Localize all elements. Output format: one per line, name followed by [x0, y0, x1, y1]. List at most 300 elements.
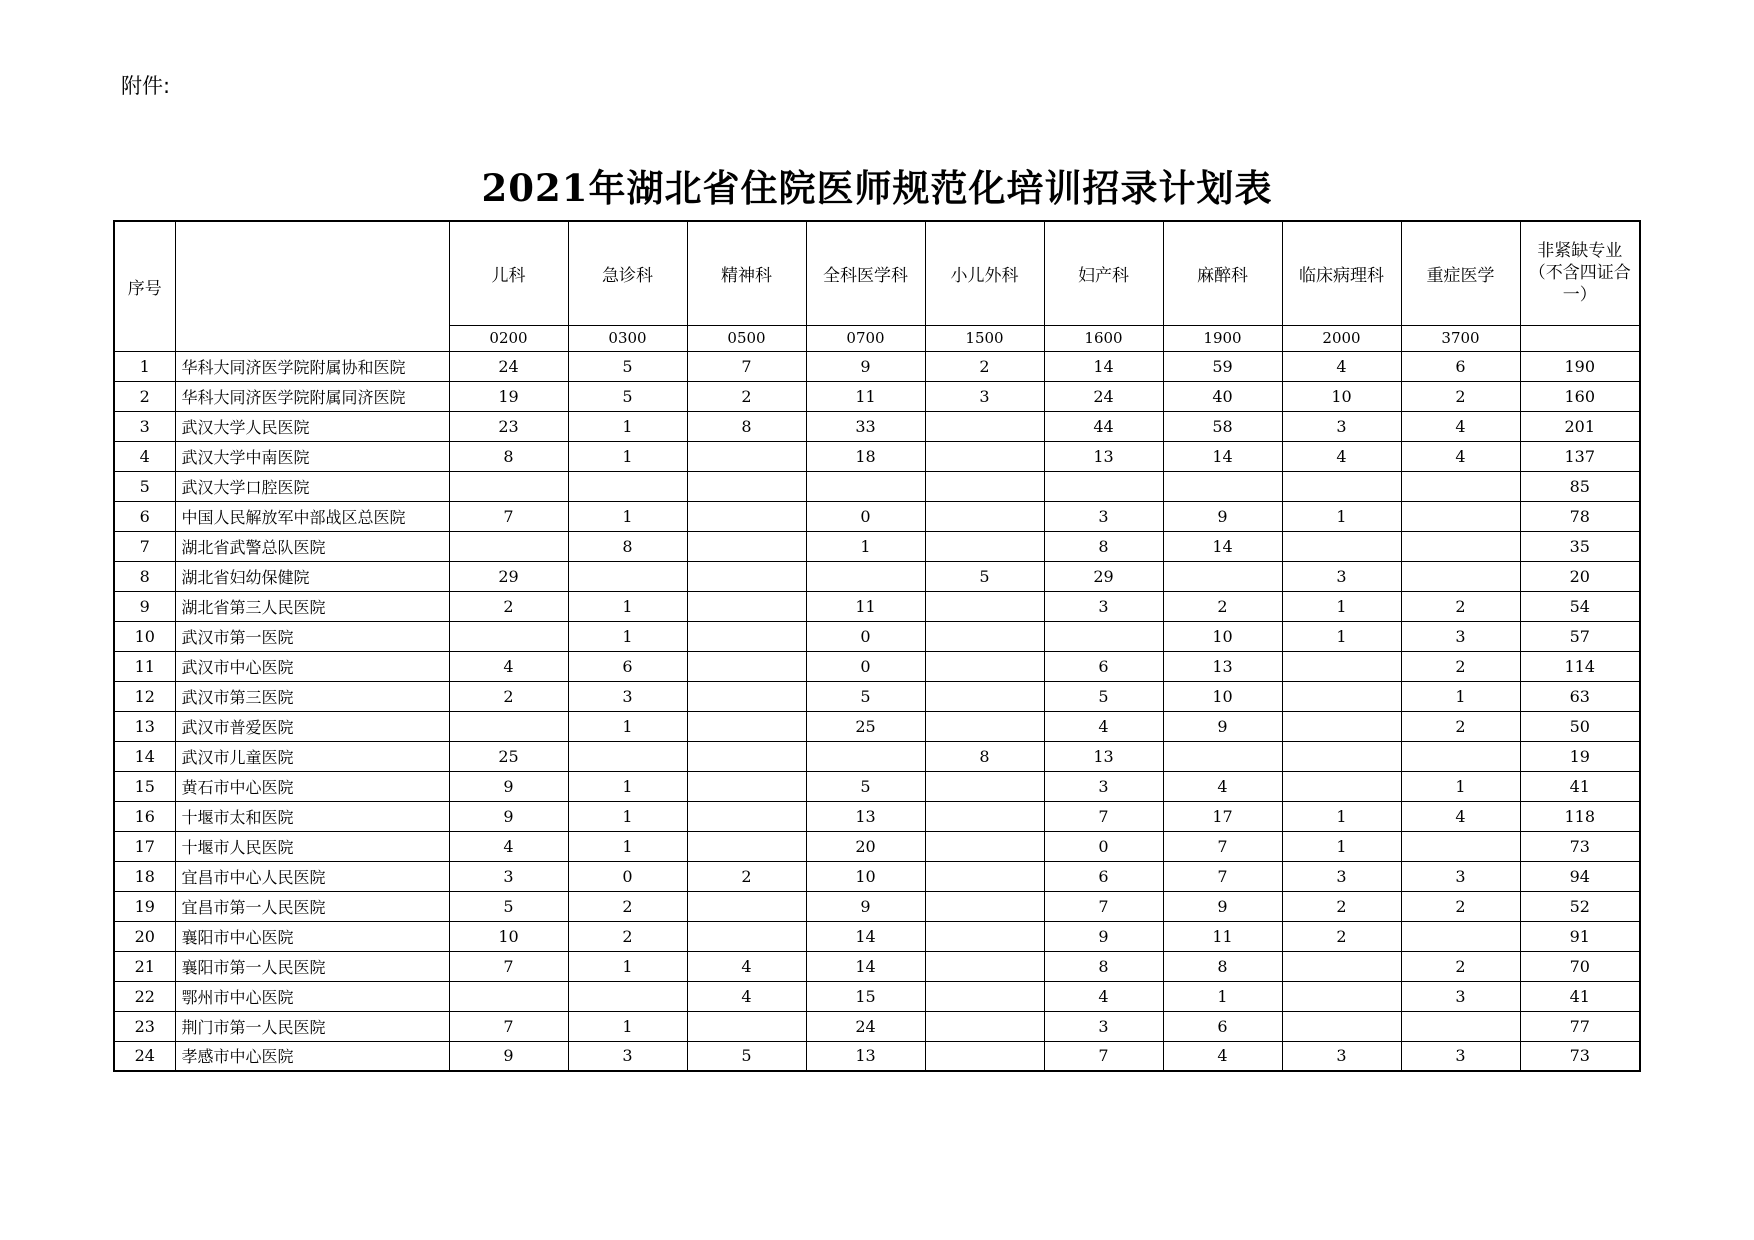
hospital-name: 十堰市人民医院 [175, 831, 449, 861]
quota-cell: 20 [1520, 561, 1640, 591]
row-number: 6 [114, 501, 175, 531]
quota-cell: 1 [568, 771, 687, 801]
quota-cell: 3 [1282, 411, 1401, 441]
quota-cell: 8 [1163, 951, 1282, 981]
quota-cell: 7 [1163, 861, 1282, 891]
quota-cell: 14 [1163, 531, 1282, 561]
seq-header: 序号 [114, 221, 175, 351]
quota-cell: 4 [1163, 771, 1282, 801]
specialty-code: 1500 [925, 325, 1044, 351]
row-number: 2 [114, 381, 175, 411]
specialty-code: 3700 [1401, 325, 1520, 351]
quota-cell: 10 [449, 921, 568, 951]
quota-cell [568, 471, 687, 501]
quota-cell [1401, 741, 1520, 771]
quota-cell [925, 501, 1044, 531]
hospital-name: 武汉市儿童医院 [175, 741, 449, 771]
quota-cell: 2 [1282, 891, 1401, 921]
quota-cell: 5 [568, 351, 687, 381]
quota-cell [687, 471, 806, 501]
table-row [114, 561, 1640, 591]
quota-cell [925, 771, 1044, 801]
hospital-name: 华科大同济医学院附属同济医院 [175, 381, 449, 411]
quota-cell: 9 [1163, 891, 1282, 921]
quota-cell [687, 531, 806, 561]
specialty-code: 2000 [1282, 325, 1401, 351]
quota-cell: 2 [1401, 651, 1520, 681]
quota-cell: 1 [568, 711, 687, 741]
quota-cell: 3 [1044, 591, 1163, 621]
quota-cell: 54 [1520, 591, 1640, 621]
quota-cell: 13 [806, 801, 925, 831]
hospital-name: 武汉市第三医院 [175, 681, 449, 711]
row-number: 15 [114, 771, 175, 801]
quota-cell [1401, 471, 1520, 501]
quota-cell [1282, 681, 1401, 711]
row-number: 3 [114, 411, 175, 441]
quota-cell: 77 [1520, 1011, 1640, 1041]
row-number: 18 [114, 861, 175, 891]
hospital-name: 武汉市中心医院 [175, 651, 449, 681]
quota-cell: 14 [1163, 441, 1282, 471]
quota-cell: 9 [806, 351, 925, 381]
quota-cell: 4 [1401, 801, 1520, 831]
quota-cell [925, 621, 1044, 651]
quota-cell: 3 [449, 861, 568, 891]
quota-cell [1282, 741, 1401, 771]
specialty-code: 1900 [1163, 325, 1282, 351]
quota-cell: 41 [1520, 771, 1640, 801]
quota-cell: 9 [449, 801, 568, 831]
quota-cell: 2 [449, 591, 568, 621]
quota-cell: 57 [1520, 621, 1640, 651]
table-row [114, 351, 1640, 381]
hospital-name-header [175, 221, 449, 351]
quota-cell: 4 [687, 951, 806, 981]
quota-cell [687, 711, 806, 741]
quota-cell: 1 [1282, 591, 1401, 621]
quota-cell: 3 [1282, 1041, 1401, 1071]
row-number: 16 [114, 801, 175, 831]
quota-cell: 3 [1044, 771, 1163, 801]
quota-cell: 7 [687, 351, 806, 381]
quota-cell [1282, 711, 1401, 741]
quota-cell: 4 [1401, 441, 1520, 471]
quota-cell: 2 [1401, 951, 1520, 981]
quota-cell: 50 [1520, 711, 1640, 741]
table-row [114, 921, 1640, 951]
quota-cell [806, 561, 925, 591]
quota-cell: 73 [1520, 831, 1640, 861]
specialty-code: 0300 [568, 325, 687, 351]
quota-cell: 1 [1401, 771, 1520, 801]
quota-cell [1282, 471, 1401, 501]
quota-cell: 10 [1163, 681, 1282, 711]
quota-cell: 137 [1520, 441, 1640, 471]
quota-cell [687, 621, 806, 651]
quota-cell: 3 [1401, 861, 1520, 891]
quota-cell [1282, 771, 1401, 801]
specialty-header: 急诊科 [568, 221, 687, 325]
quota-cell [687, 831, 806, 861]
quota-cell: 9 [449, 771, 568, 801]
quota-cell: 2 [1401, 891, 1520, 921]
quota-cell [925, 681, 1044, 711]
quota-cell: 20 [806, 831, 925, 861]
quota-cell [1401, 561, 1520, 591]
quota-cell [1282, 951, 1401, 981]
quota-cell: 2 [925, 351, 1044, 381]
quota-cell: 94 [1520, 861, 1640, 891]
quota-cell: 4 [449, 651, 568, 681]
quota-cell: 1 [568, 441, 687, 471]
table-row [114, 861, 1640, 891]
row-number: 14 [114, 741, 175, 771]
quota-cell [687, 591, 806, 621]
quota-cell: 3 [925, 381, 1044, 411]
quota-cell [925, 831, 1044, 861]
quota-cell: 5 [687, 1041, 806, 1071]
quota-cell: 17 [1163, 801, 1282, 831]
attachment-label: 附件: [121, 74, 171, 98]
row-number: 23 [114, 1011, 175, 1041]
quota-cell: 114 [1520, 651, 1640, 681]
quota-cell: 2 [568, 891, 687, 921]
quota-cell: 91 [1520, 921, 1640, 951]
quota-cell: 4 [1163, 1041, 1282, 1071]
quota-cell: 5 [449, 891, 568, 921]
row-number: 5 [114, 471, 175, 501]
quota-cell: 33 [806, 411, 925, 441]
quota-cell: 70 [1520, 951, 1640, 981]
table-row [114, 501, 1640, 531]
quota-cell [1282, 981, 1401, 1011]
quota-cell [1401, 1011, 1520, 1041]
quota-cell: 25 [806, 711, 925, 741]
quota-cell: 1 [568, 621, 687, 651]
table-row [114, 771, 1640, 801]
row-number: 12 [114, 681, 175, 711]
quota-cell: 8 [449, 441, 568, 471]
quota-cell [449, 471, 568, 501]
quota-cell [925, 411, 1044, 441]
hospital-name: 中国人民解放军中部战区总医院 [175, 501, 449, 531]
quota-cell: 3 [1401, 1041, 1520, 1071]
hospital-name: 武汉大学中南医院 [175, 441, 449, 471]
quota-cell [1401, 831, 1520, 861]
quota-cell [687, 741, 806, 771]
hospital-name: 湖北省武警总队医院 [175, 531, 449, 561]
hospital-name: 襄阳市第一人民医院 [175, 951, 449, 981]
quota-cell [449, 981, 568, 1011]
quota-cell [1163, 741, 1282, 771]
hospital-name: 襄阳市中心医院 [175, 921, 449, 951]
quota-cell: 13 [1044, 441, 1163, 471]
row-number: 24 [114, 1041, 175, 1071]
quota-cell: 8 [925, 741, 1044, 771]
quota-cell [687, 651, 806, 681]
quota-cell: 3 [1044, 501, 1163, 531]
quota-cell: 14 [1044, 351, 1163, 381]
quota-cell: 29 [1044, 561, 1163, 591]
quota-cell: 1 [568, 951, 687, 981]
hospital-name: 武汉大学人民医院 [175, 411, 449, 441]
quota-cell: 15 [806, 981, 925, 1011]
quota-cell [925, 951, 1044, 981]
row-number: 22 [114, 981, 175, 1011]
quota-cell: 4 [449, 831, 568, 861]
table-row [114, 711, 1640, 741]
quota-cell: 5 [568, 381, 687, 411]
quota-cell: 1 [568, 831, 687, 861]
quota-cell [687, 501, 806, 531]
quota-cell: 0 [806, 621, 925, 651]
quota-cell: 4 [687, 981, 806, 1011]
quota-cell: 1 [568, 411, 687, 441]
quota-cell [449, 711, 568, 741]
quota-cell [925, 711, 1044, 741]
quota-cell: 4 [1044, 711, 1163, 741]
quota-cell: 6 [1044, 861, 1163, 891]
quota-cell [925, 1041, 1044, 1071]
quota-cell: 3 [1282, 861, 1401, 891]
quota-cell [806, 741, 925, 771]
quota-cell: 3 [568, 681, 687, 711]
quota-cell [568, 981, 687, 1011]
quota-cell: 24 [1044, 381, 1163, 411]
quota-cell [925, 891, 1044, 921]
quota-cell: 23 [449, 411, 568, 441]
quota-cell: 1 [1163, 981, 1282, 1011]
table-row [114, 441, 1640, 471]
quota-cell: 190 [1520, 351, 1640, 381]
quota-cell: 14 [806, 951, 925, 981]
quota-cell: 2 [1282, 921, 1401, 951]
table-row [114, 1011, 1640, 1041]
quota-cell: 8 [568, 531, 687, 561]
quota-cell: 7 [1044, 801, 1163, 831]
table-row [114, 591, 1640, 621]
quota-cell: 1 [1282, 501, 1401, 531]
quota-cell [568, 561, 687, 591]
row-number: 19 [114, 891, 175, 921]
quota-cell [449, 621, 568, 651]
quota-cell [449, 531, 568, 561]
quota-cell: 0 [1044, 831, 1163, 861]
quota-cell [925, 531, 1044, 561]
row-number: 4 [114, 441, 175, 471]
quota-cell: 6 [1163, 1011, 1282, 1041]
quota-cell: 1 [1282, 621, 1401, 651]
quota-cell: 10 [1163, 621, 1282, 651]
table-row [114, 801, 1640, 831]
quota-cell: 7 [1044, 891, 1163, 921]
quota-cell: 7 [1163, 831, 1282, 861]
quota-cell: 13 [806, 1041, 925, 1071]
quota-cell [687, 681, 806, 711]
specialty-header: 小儿外科 [925, 221, 1044, 325]
quota-cell: 7 [449, 1011, 568, 1041]
hospital-name: 孝感市中心医院 [175, 1041, 449, 1071]
quota-cell: 73 [1520, 1041, 1640, 1071]
quota-cell: 11 [806, 591, 925, 621]
quota-cell [568, 741, 687, 771]
quota-cell: 8 [687, 411, 806, 441]
quota-cell: 2 [568, 921, 687, 951]
quota-cell: 4 [1044, 981, 1163, 1011]
quota-cell: 1 [1401, 681, 1520, 711]
quota-cell: 7 [449, 501, 568, 531]
quota-cell: 19 [1520, 741, 1640, 771]
quota-cell: 52 [1520, 891, 1640, 921]
quota-cell: 29 [449, 561, 568, 591]
quota-cell: 24 [449, 351, 568, 381]
quota-cell [1163, 471, 1282, 501]
quota-cell [1044, 471, 1163, 501]
quota-cell: 59 [1163, 351, 1282, 381]
quota-cell: 2 [1401, 591, 1520, 621]
quota-cell [925, 861, 1044, 891]
specialty-code: 1600 [1044, 325, 1163, 351]
quota-cell: 3 [1282, 561, 1401, 591]
quota-cell [687, 561, 806, 591]
table-row [114, 411, 1640, 441]
quota-cell: 40 [1163, 381, 1282, 411]
table-row [114, 681, 1640, 711]
quota-cell: 9 [806, 891, 925, 921]
row-number: 17 [114, 831, 175, 861]
table-row [114, 831, 1640, 861]
quota-cell [1282, 651, 1401, 681]
quota-cell: 25 [449, 741, 568, 771]
row-number: 9 [114, 591, 175, 621]
specialty-code: 0500 [687, 325, 806, 351]
hospital-name: 武汉大学口腔医院 [175, 471, 449, 501]
quota-cell: 2 [1401, 381, 1520, 411]
row-number: 10 [114, 621, 175, 651]
quota-cell [925, 921, 1044, 951]
quota-cell: 5 [806, 681, 925, 711]
quota-cell: 13 [1044, 741, 1163, 771]
quota-cell: 1 [806, 531, 925, 561]
quota-cell: 63 [1520, 681, 1640, 711]
row-number: 7 [114, 531, 175, 561]
quota-cell: 7 [449, 951, 568, 981]
table-row [114, 951, 1640, 981]
quota-cell: 4 [1282, 441, 1401, 471]
hospital-name: 黄石市中心医院 [175, 771, 449, 801]
quota-cell: 160 [1520, 381, 1640, 411]
quota-cell: 7 [1044, 1041, 1163, 1071]
quota-cell: 14 [806, 921, 925, 951]
quota-cell: 5 [806, 771, 925, 801]
quota-cell: 9 [1163, 711, 1282, 741]
quota-cell: 9 [1044, 921, 1163, 951]
quota-cell: 2 [687, 381, 806, 411]
quota-cell: 4 [1401, 411, 1520, 441]
quota-cell: 3 [1401, 621, 1520, 651]
hospital-name: 湖北省妇幼保健院 [175, 561, 449, 591]
quota-cell: 3 [568, 1041, 687, 1071]
quota-cell: 6 [568, 651, 687, 681]
quota-cell: 18 [806, 441, 925, 471]
quota-cell [925, 1011, 1044, 1041]
quota-cell [1401, 531, 1520, 561]
quota-cell: 3 [1044, 1011, 1163, 1041]
hospital-name: 宜昌市中心人民医院 [175, 861, 449, 891]
quota-cell [1401, 501, 1520, 531]
table-row [114, 741, 1640, 771]
quota-cell: 11 [1163, 921, 1282, 951]
quota-cell: 5 [1044, 681, 1163, 711]
quota-cell: 1 [568, 591, 687, 621]
quota-cell: 0 [806, 651, 925, 681]
quota-cell [925, 801, 1044, 831]
quota-cell: 10 [806, 861, 925, 891]
specialty-code [1520, 325, 1640, 351]
hospital-name: 十堰市太和医院 [175, 801, 449, 831]
quota-cell: 24 [806, 1011, 925, 1041]
quota-cell: 4 [1282, 351, 1401, 381]
quota-cell: 3 [1401, 981, 1520, 1011]
quota-cell [687, 1011, 806, 1041]
quota-cell: 2 [1401, 711, 1520, 741]
quota-cell: 8 [1044, 531, 1163, 561]
quota-cell: 0 [806, 501, 925, 531]
quota-cell: 1 [568, 1011, 687, 1041]
row-number: 13 [114, 711, 175, 741]
quota-cell: 6 [1401, 351, 1520, 381]
quota-cell: 118 [1520, 801, 1640, 831]
page-title: 2021年湖北省住院医师规范化培训招录计划表 [481, 166, 1273, 210]
hospital-name: 华科大同济医学院附属协和医院 [175, 351, 449, 381]
quota-cell: 58 [1163, 411, 1282, 441]
table-row [114, 651, 1640, 681]
quota-cell [806, 471, 925, 501]
quota-cell [1282, 1011, 1401, 1041]
specialty-header: 临床病理科 [1282, 221, 1401, 325]
quota-cell [925, 651, 1044, 681]
quota-cell [925, 591, 1044, 621]
quota-cell [1282, 531, 1401, 561]
hospital-name: 鄂州市中心医院 [175, 981, 449, 1011]
quota-cell: 41 [1520, 981, 1640, 1011]
table-row [114, 1041, 1640, 1071]
quota-cell: 0 [568, 861, 687, 891]
row-number: 8 [114, 561, 175, 591]
quota-cell: 2 [449, 681, 568, 711]
quota-cell: 1 [1282, 801, 1401, 831]
hospital-name: 湖北省第三人民医院 [175, 591, 449, 621]
specialty-header: 全科医学科 [806, 221, 925, 325]
specialty-header: 非紧缺专业（不含四证合一） [1520, 221, 1640, 325]
quota-cell [925, 981, 1044, 1011]
quota-cell: 2 [1163, 591, 1282, 621]
quota-cell: 35 [1520, 531, 1640, 561]
specialty-header: 精神科 [687, 221, 806, 325]
table-row [114, 531, 1640, 561]
quota-cell: 1 [568, 801, 687, 831]
table-row [114, 891, 1640, 921]
specialty-code: 0200 [449, 325, 568, 351]
header-row [114, 221, 1640, 325]
specialty-header: 儿科 [449, 221, 568, 325]
quota-cell: 6 [1044, 651, 1163, 681]
quota-cell [687, 891, 806, 921]
quota-cell: 1 [568, 501, 687, 531]
specialty-code: 0700 [806, 325, 925, 351]
quota-cell: 201 [1520, 411, 1640, 441]
